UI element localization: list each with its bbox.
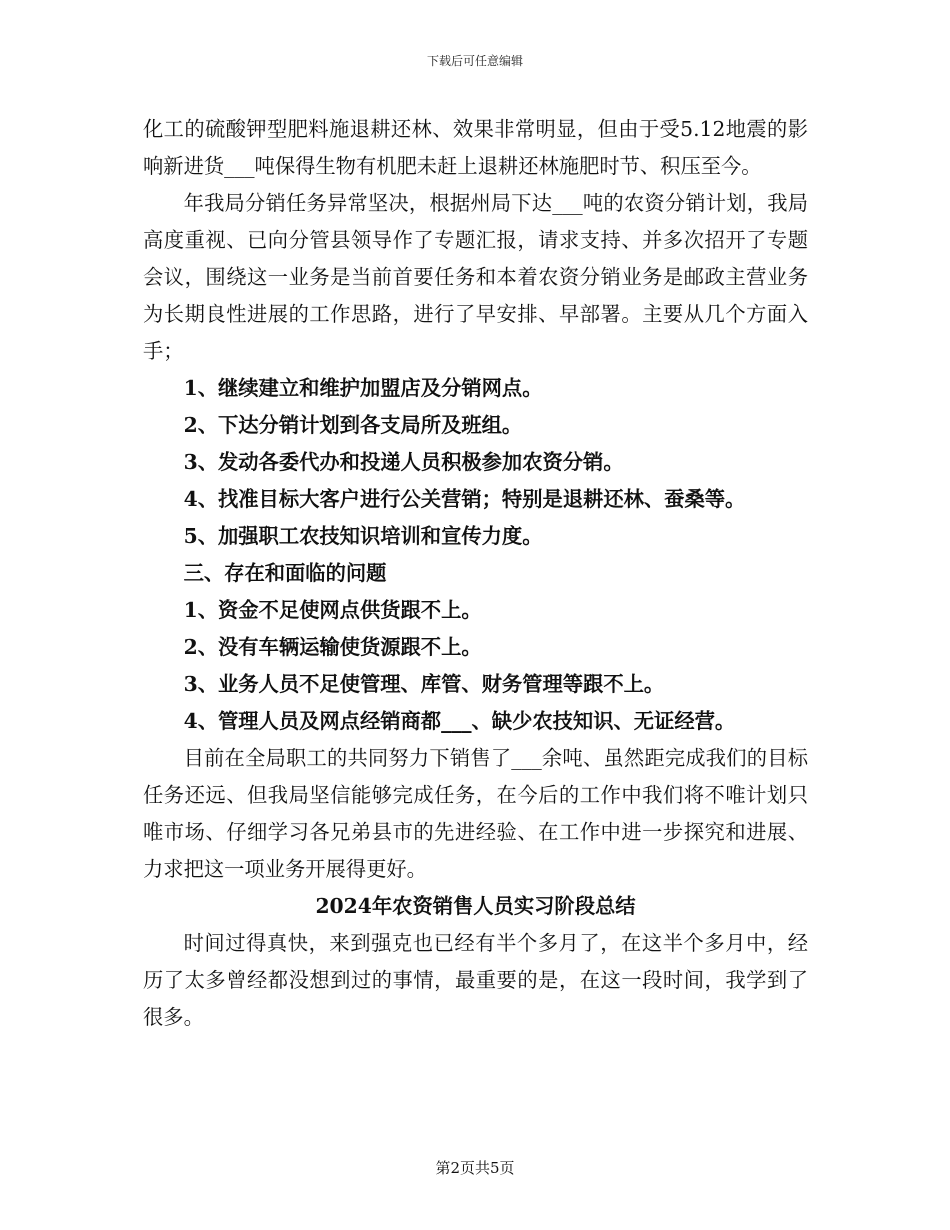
list-item: 2、下达分销计划到各支局所及班组。 (183, 413, 523, 437)
list-item: 2、没有车辆运输使货源跟不上。 (183, 635, 482, 659)
list-item: 3、发动各委代办和投递人员积极参加农资分销。 (183, 450, 624, 474)
paragraph-internship-intro: 时间过得真快，来到强克也已经有半个多月了，在这半个多月中，经历了太多曾经都没想到过的事情，最重要的是，在这一段时间，我学到了很多。 (143, 931, 808, 1029)
list-item: 1、继续建立和维护加盟店及分销网点。 (183, 376, 543, 400)
page-header: 下载后可任意编辑 (426, 54, 523, 68)
list-item: 4、找准目标大客户进行公关营销；特别是退耕还林、蚕桑等。 (183, 487, 746, 511)
list-item: 1、资金不足使网点供货跟不上。 (183, 598, 482, 622)
list-item: 3、业务人员不足使管理、库管、财务管理等跟不上。 (183, 672, 665, 696)
paragraph-sales-progress: 目前在全局职工的共同努力下销售了___余吨、虽然距完成我们的目标任务还远、但我局坚信能够完成任务，在今后的工作中我们将不唯计划只唯市场、仔细学习各兄弟县市的先进经验、在工作中进一步探究和进展、力求把这一项业务开展得更好。 (143, 746, 808, 881)
page-footer: 第2页共5页 (435, 1159, 515, 1177)
section-heading: 三、存在和面临的问题 (183, 561, 387, 585)
section-title: 2024年农资销售人员实习阶段总结 (315, 894, 636, 918)
document-body (143, 111, 808, 1036)
paragraph-continuation: 化工的硫酸钾型肥料施退耕还林、效果非常明显，但由于受5.12地震的影响新进货___吨保得生物有机肥未赶上退耕还林施肥时节、积压至今。 (143, 117, 808, 178)
list-item: 5、加强职工农技知识培训和宣传力度。 (183, 524, 543, 548)
list-item: 4、管理人员及网点经销商都___、缺少农技知识、无证经营。 (183, 709, 736, 733)
paragraph-distribution-task: 年我局分销任务异常坚决，根据州局下达___吨的农资分销计划，我局高度重视、已向分管县领导作了专题汇报，请求支持、并多次招开了专题会议，围绕这一业务是当前首要任务和本着农资分销业务是邮政主营业务为长期良性进展的工作思路，进行了早安排、早部署。主要从几个方面入手； (143, 191, 808, 363)
